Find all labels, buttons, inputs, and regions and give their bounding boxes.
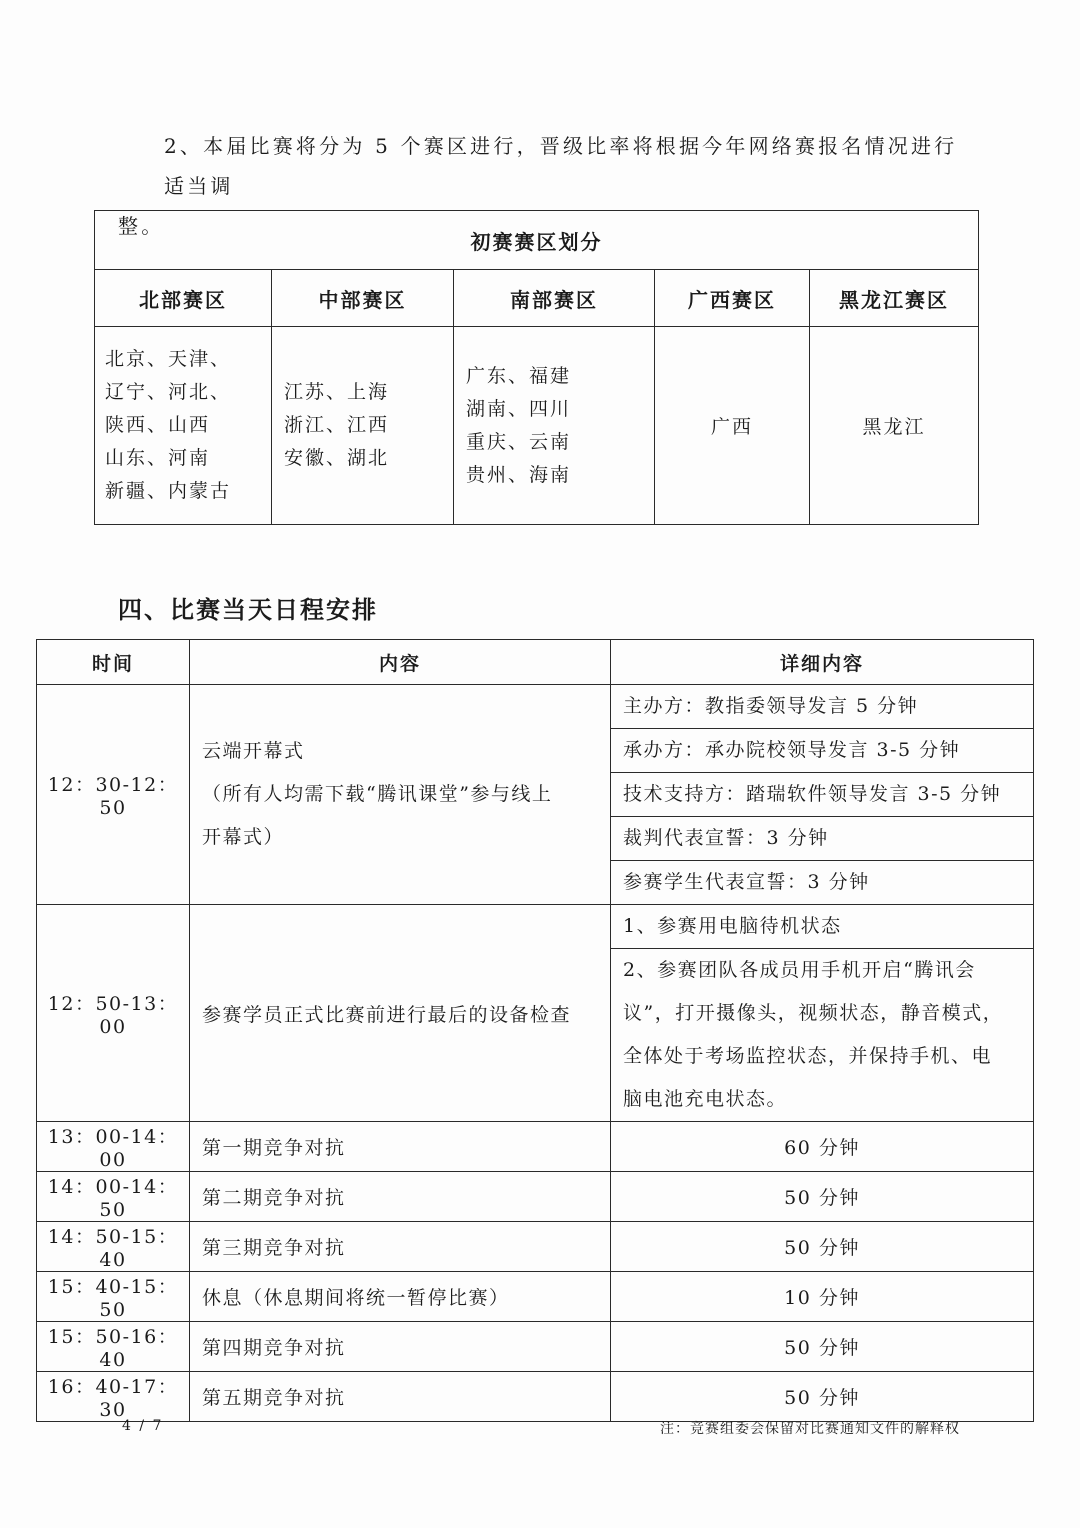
row-duration: 60 分钟 xyxy=(611,1122,1034,1172)
detail-item: 主办方：教指委领导发言 5 分钟 xyxy=(611,685,1033,729)
detail-line: 议”，打开摄像头，视频状态，静音模式， xyxy=(623,1002,1004,1024)
region-table xyxy=(94,210,979,525)
south-provinces xyxy=(454,327,655,525)
check-content: 参赛学员正式比赛前进行最后的设备检查 xyxy=(190,905,611,1122)
row-time: 13：00-14：00 xyxy=(37,1122,190,1172)
opening-details xyxy=(611,685,1034,905)
row-duration: 50 分钟 xyxy=(611,1222,1034,1272)
row-content: 第二期竞争对抗 xyxy=(190,1172,611,1222)
row-time: 14：00-14：50 xyxy=(37,1172,190,1222)
detail-item: 承办方：承办院校领导发言 3-5 分钟 xyxy=(611,729,1033,773)
province-line: 江苏、上海 xyxy=(284,381,390,403)
row-content: 第三期竞争对抗 xyxy=(190,1222,611,1272)
detail-line: 脑电池充电状态。 xyxy=(623,1088,788,1110)
detail-item: 1、参赛用电脑待机状态 xyxy=(611,905,1033,949)
heilongjiang-provinces: 黑龙江 xyxy=(810,327,979,525)
row-content: 休息（休息期间将统一暂停比赛） xyxy=(190,1272,611,1322)
row-duration: 10 分钟 xyxy=(611,1272,1034,1322)
row-time: 14：50-15：40 xyxy=(37,1222,190,1272)
row-time: 15：40-15：50 xyxy=(37,1272,190,1322)
page-number: 4 / 7 xyxy=(122,1418,164,1434)
province-line: 浙江、江西 xyxy=(284,414,390,436)
header-content: 内容 xyxy=(190,640,611,685)
header-time: 时间 xyxy=(37,640,190,685)
row-content: 第五期竞争对抗 xyxy=(190,1372,611,1422)
intro-line-1: 2、本届比赛将分为 5 个赛区进行，晋级比率将根据今年网络赛报名情况进行适当调 xyxy=(164,134,958,198)
check-details xyxy=(611,905,1034,1122)
row-content: 第四期竞争对抗 xyxy=(190,1322,611,1372)
guangxi-provinces: 广西 xyxy=(655,327,810,525)
province-line: 重庆、云南 xyxy=(466,430,572,453)
row-duration: 50 分钟 xyxy=(611,1322,1034,1372)
schedule-table xyxy=(36,639,1034,1422)
detail-item: 裁判代表宣誓：3 分钟 xyxy=(611,817,1033,861)
detail-item: 技术支持方：踏瑞软件领导发言 3-5 分钟 xyxy=(611,773,1033,817)
header-heilongjiang: 黑龙江赛区 xyxy=(810,270,979,327)
check-time: 12：50-13：00 xyxy=(37,905,190,1122)
detail-line: 全体处于考场监控状态，并保持手机、电 xyxy=(623,1045,993,1067)
north-provinces xyxy=(95,327,272,525)
header-north: 北部赛区 xyxy=(95,270,272,327)
province-line: 陕西、山西 xyxy=(105,414,211,436)
header-central: 中部赛区 xyxy=(272,270,454,327)
intro-line-2: 整。 xyxy=(118,214,165,238)
province-line: 广东、福建 xyxy=(466,364,572,387)
opening-time: 12：30-12：50 xyxy=(37,685,190,905)
row-time: 15：50-16：40 xyxy=(37,1322,190,1372)
detail-item: 参赛学生代表宣誓：3 分钟 xyxy=(623,871,870,893)
header-guangxi: 广西赛区 xyxy=(655,270,810,327)
footer-note: 注：竞赛组委会保留对比赛通知文件的解释权 xyxy=(660,1421,960,1437)
row-time: 16：40-17：30 xyxy=(37,1372,190,1422)
section-title: 四、比赛当天日程安排 xyxy=(118,596,378,624)
province-line: 北京、天津、 xyxy=(105,348,232,370)
content-line: 云端开幕式 xyxy=(202,740,305,762)
detail-item-multiline xyxy=(611,949,1033,1121)
province-line: 湖南、四川 xyxy=(466,397,572,420)
detail-line: 2、参赛团队各成员用手机开启“腾讯会 xyxy=(623,959,976,981)
header-detail: 详细内容 xyxy=(611,640,1034,685)
region-table-caption: 初赛赛区划分 xyxy=(95,211,979,270)
row-duration: 50 分钟 xyxy=(611,1172,1034,1222)
province-line: 新疆、内蒙古 xyxy=(105,480,232,502)
central-provinces xyxy=(272,327,454,525)
province-line: 安徽、湖北 xyxy=(284,447,390,469)
content-line: （所有人均需下载“腾讯课堂”参与线上 xyxy=(202,783,553,805)
province-line: 山东、河南 xyxy=(105,447,211,469)
header-south: 南部赛区 xyxy=(454,270,655,327)
row-duration: 50 分钟 xyxy=(611,1372,1034,1422)
province-line: 贵州、海南 xyxy=(466,463,572,486)
province-line: 辽宁、河北、 xyxy=(105,381,232,403)
opening-content xyxy=(190,685,611,905)
content-line: 开幕式） xyxy=(202,826,285,848)
row-content: 第一期竞争对抗 xyxy=(190,1122,611,1172)
